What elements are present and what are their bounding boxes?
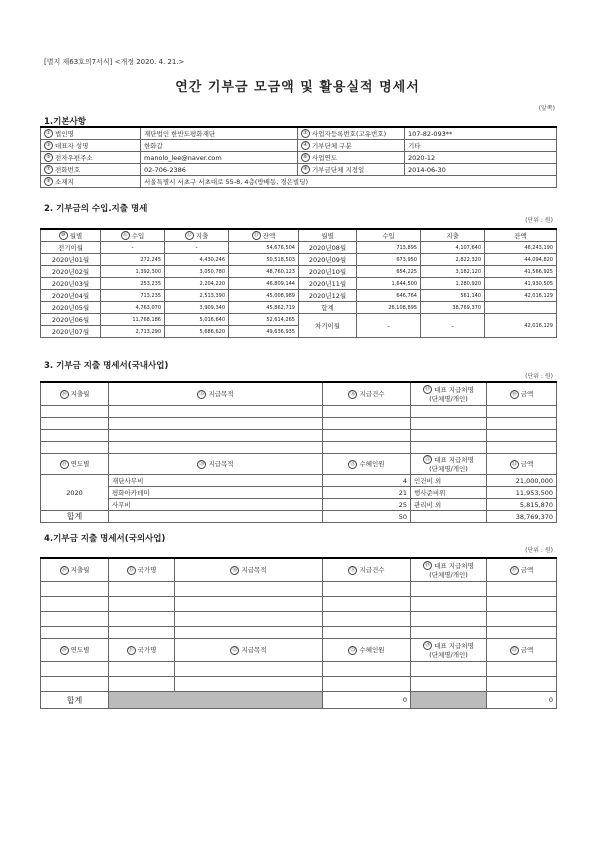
basic-info-table (40, 126, 557, 188)
domestic-table (40, 381, 557, 523)
org-type: 기타 (405, 140, 557, 152)
label-email: ⑤ 전자우편주소 (41, 152, 141, 164)
biz-no: 107-82-093** (405, 127, 557, 140)
table-row: 사무비 25 관리비 외 5,815,870 (41, 499, 557, 511)
designated: 2014-06-30 (405, 164, 557, 176)
total-row: 합계 0 0 (41, 692, 557, 709)
label-biz-no: ② 사업자등록번호(고유번호) (298, 127, 405, 140)
email: manolo_lee@naver.com (141, 152, 298, 164)
phone: 02-706-2386 (141, 164, 298, 176)
th-f-country-2: ㉑ 국가명 (109, 639, 175, 662)
th-count: ⑯ 지급건수 (323, 382, 411, 406)
table-row: 2020년06월 11,768,186 5,016,640 52,614,265 차기이월 - - 42,016,129 (41, 314, 557, 326)
label-phone: ⑦ 전화번호 (41, 164, 141, 176)
th-f-recipient: ⑱ 대표 지급처명 (단체명/개인) (411, 558, 487, 582)
income-unit: (단위 : 원) (525, 217, 553, 224)
carry-label: 차기이월 (299, 314, 357, 338)
th-recipient-2: ㉒ 대표 지급처명 (단체명/개인) (411, 454, 487, 475)
carry-balance: 42,016,129 (485, 314, 557, 338)
th-amount-2: ㉓ 금액 (487, 454, 557, 475)
th-month-2: 월별 (299, 229, 357, 242)
th-expense: ⑫ 지출 (165, 229, 229, 242)
table-row: 2020년05월 4,763,070 3,909,340 45,862,719 합계 26,108,895 38,769,370 (41, 302, 557, 314)
th-purpose-2: ⑳ 지급목적 (109, 454, 323, 475)
ceo: 한화갑 (141, 140, 298, 152)
year-value: 2020 (41, 475, 109, 511)
table-row: 2020 재단사무비 4 인건비 외 21,000,000 (41, 475, 557, 487)
th-recipient: ⑰ 대표 지급처명 (단체명/개인) (411, 382, 487, 406)
label-ceo: ③ 대표자 성명 (41, 140, 141, 152)
document-title: 연간 기부금 모금액 및 활용실적 명세서 (175, 80, 420, 95)
foreign-unit: (단위 : 원) (525, 547, 553, 554)
page-side: (앞쪽) (538, 105, 555, 112)
th-f-purpose: ⑯ 지급목적 (175, 558, 323, 582)
section-basic-title: 1.기본사항 (44, 117, 86, 127)
section-income-title: 2. 기부금의 수입.지출 명세 (44, 204, 148, 214)
label-corp-name: ① 법인명 (41, 127, 141, 140)
th-beneficiaries: ㉑ 수혜인원 (323, 454, 411, 475)
th-f-purpose-2: ㉒ 지급목적 (175, 639, 323, 662)
th-month: ⑩ 월별 (41, 229, 101, 242)
label-designated: ⑧ 기부금단체 지정일 (298, 164, 405, 176)
section-foreign-title: 4.기부금 지출 명세서(국외사업) (44, 534, 166, 544)
th-f-count: ⑰ 지급건수 (323, 558, 411, 582)
domestic-unit: (단위 : 원) (525, 373, 553, 380)
form-number: [별지 제63호의7서식] <개정 2020. 4. 21.> (44, 58, 185, 66)
th-f-recipient-2: ㉔ 대표 지급처명 (단체명/개인) (411, 639, 487, 662)
th-balance-2: 잔액 (485, 229, 557, 242)
table-row: 2020년02월 1,392,300 3,050,780 48,760,123 2020년10월 654,225 3,182,120 41,566,925 (41, 266, 557, 278)
fiscal-year: 2020-12 (405, 152, 557, 164)
th-expense-2: 지출 (421, 229, 485, 242)
table-row: 2020년04월 713,235 2,513,390 45,008,989 2020년12월 646,764 561,140 42,016,129 (41, 290, 557, 302)
table-row: 전기이월 - - 54,676,504 2020년08월 713,895 4,107,640 46,243,190 (41, 242, 557, 254)
th-year: ⑲ 연도별 (41, 454, 109, 475)
th-f-beneficiaries: ㉓ 수혜인원 (323, 639, 411, 662)
address: 서울특별시 서초구 서초대로 55-8, 4층(방배동, 경은빌딩) (141, 176, 557, 188)
table-row: 2020년01월 272,245 4,430,246 50,518,503 2020년09월 673,950 2,822,320 44,094,820 (41, 254, 557, 266)
income-table (40, 228, 557, 338)
th-income-2: 수입 (357, 229, 421, 242)
th-balance: ⑬ 잔액 (229, 229, 299, 242)
th-purpose: ⑮ 지급목적 (109, 382, 323, 406)
th-amount: ⑱ 금액 (487, 382, 557, 406)
foreign-table (40, 557, 557, 709)
th-f-amount-2: ㉕ 금액 (487, 639, 557, 662)
th-income: ⑪ 수입 (101, 229, 165, 242)
corp-name: 재단법인 한반도평화재단 (141, 127, 298, 140)
total-row: 합계 50 38,769,370 (41, 511, 557, 523)
table-row: 2020년03월 253,235 2,204,220 46,809,144 2020년11월 1,644,500 1,280,920 41,930,505 (41, 278, 557, 290)
label-address: ⑨ 소재지 (41, 176, 141, 188)
label-fiscal-year: ⑥ 사업연도 (298, 152, 405, 164)
th-f-year: ⑳ 연도별 (41, 639, 109, 662)
th-f-month: ⑭ 지출월 (41, 558, 109, 582)
th-f-amount: ⑲ 금액 (487, 558, 557, 582)
label-org-type: ④ 기부단체 구분 (298, 140, 405, 152)
th-spend-month: ⑭ 지출월 (41, 382, 109, 406)
table-row: 평화아카데미 21 행사준비위 11,953,500 (41, 487, 557, 499)
table-row: 2020년07월 2,713,290 5,686,620 49,636,935 (41, 326, 557, 338)
section-domestic-title: 3. 기부금 지출 명세서(국내사업) (44, 361, 169, 371)
th-f-country: ⑮ 국가명 (109, 558, 175, 582)
